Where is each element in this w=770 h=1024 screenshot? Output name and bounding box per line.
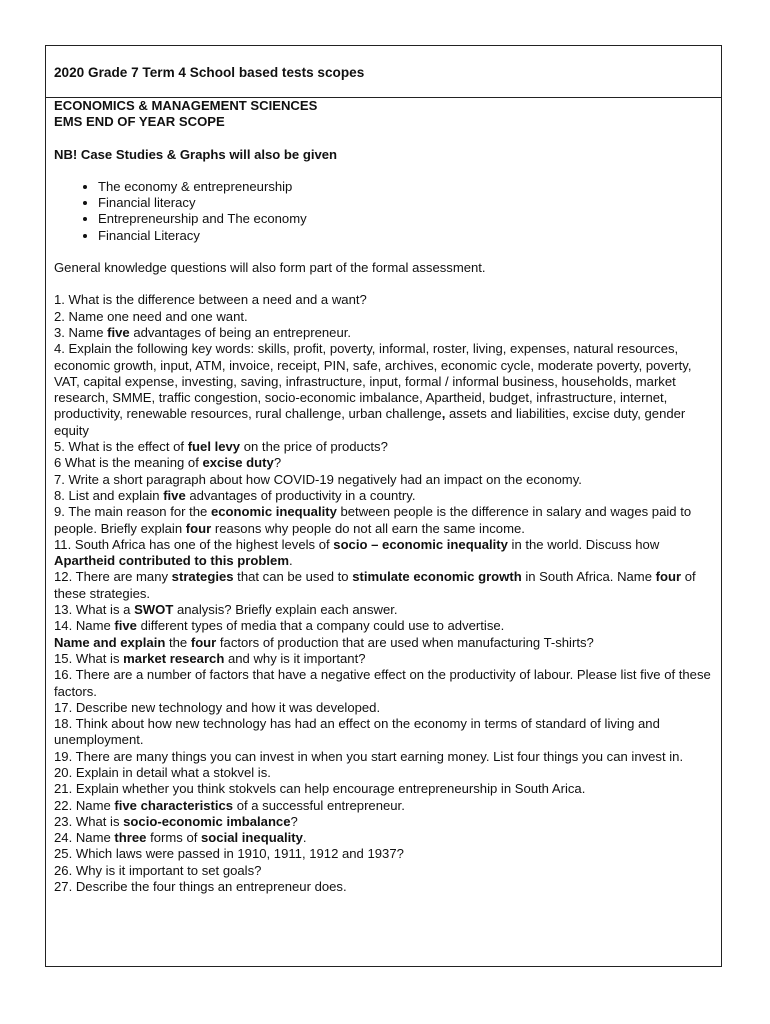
question-item [54, 651, 715, 667]
question-text: the [165, 634, 191, 650]
question-text: 20. Explain in detail what a stokvel is. [54, 764, 271, 780]
question-text: 26. Why is it important to set goals? [54, 862, 262, 878]
question-item [54, 488, 715, 504]
question-text: 6 What is the meaning of [54, 455, 203, 471]
question-text: 22. Name [54, 797, 115, 813]
question-text: 18. Think about how new technology has had an effect on the economy in terms of standard of living and unemployment. [54, 716, 660, 748]
topic-item: • Financial literacy [98, 195, 715, 211]
case-study-note: NB! Case Studies & Graphs will also be given [54, 146, 338, 162]
question-emphasis: economic inequality [210, 504, 337, 520]
question-text: of these strategies. [54, 569, 696, 601]
question-text: 25. Which laws were passed in 1910, 1911, 1912 and 1937? [54, 846, 404, 862]
question-text: reasons why people do not all earn the same income. [211, 520, 525, 536]
question-emphasis: Name and explain [54, 634, 166, 650]
question-emphasis: stimulate economic growth [352, 569, 522, 585]
question-text: . [288, 553, 293, 569]
question-item [54, 863, 715, 879]
question-text: on the price of products? [240, 439, 388, 455]
subject-heading: ECONOMICS & MANAGEMENT SCIENCES [54, 98, 318, 113]
question-text: . [302, 830, 307, 846]
topic-item: • Entrepreneurship and The economy [98, 211, 715, 227]
question-emphasis: socio-economic imbalance [123, 813, 291, 829]
question-emphasis: five [114, 618, 137, 634]
question-emphasis: market research [123, 650, 225, 666]
question-text: 21. Explain whether you think stokvels can help encourage entrepreneurship in South Arica. [54, 781, 586, 797]
question-text: different types of media that a company could use to advertise. [136, 618, 505, 634]
question-text: 1. What is the difference between a need and a want? [54, 292, 367, 308]
question-item [54, 618, 715, 634]
general-knowledge-note: General knowledge questions will also form part of the formal assessment. [54, 260, 486, 276]
question-item [54, 455, 715, 471]
question-item [54, 325, 715, 341]
question-item [54, 781, 715, 797]
question-text: ? [290, 813, 298, 829]
question-emphasis: three [114, 830, 147, 846]
question-emphasis: five [107, 324, 130, 340]
question-emphasis: four [655, 569, 682, 585]
question-item [54, 309, 715, 325]
topic-item: • Financial Literacy [98, 228, 715, 244]
topic-item: • The economy & entrepreneurship [98, 179, 715, 195]
question-text: 2. Name one need and one want. [54, 308, 248, 324]
question-text: 14. Name [54, 618, 115, 634]
question-text: ? [273, 455, 282, 471]
question-item [54, 569, 715, 602]
question-text: 5. What is the effect of [54, 439, 188, 455]
question-text: forms of [146, 830, 202, 846]
question-text: factors of production that are used when manufacturing T-shirts? [216, 634, 594, 650]
question-item [54, 814, 715, 830]
document-body [46, 98, 721, 895]
question-text: of a successful entrepreneur. [233, 797, 405, 813]
question-emphasis: five [163, 487, 186, 503]
question-item [54, 635, 715, 651]
question-text: 12. There are many [54, 569, 172, 585]
question-text: 23. What is [54, 813, 124, 829]
question-item [54, 504, 715, 537]
question-text: 7. Write a short paragraph about how COVID-19 negatively had an impact on the economy. [54, 471, 582, 487]
question-item [54, 439, 715, 455]
question-text: 27. Describe the four things an entrepreneur does. [54, 879, 347, 895]
question-text: in South Africa. Name [521, 569, 656, 585]
question-text: 15. What is [54, 650, 124, 666]
question-emphasis: fuel levy [187, 439, 241, 455]
question-emphasis: , [441, 406, 446, 422]
question-text: 11. South Africa has one of the highest levels of [54, 536, 334, 552]
question-item [54, 700, 715, 716]
topic-list [54, 179, 715, 244]
document-frame [45, 45, 722, 967]
question-emphasis: strategies [171, 569, 234, 585]
question-item [54, 667, 715, 700]
question-emphasis: excise duty [202, 455, 274, 471]
question-text: between people is the difference in salary and wages paid to people. Briefly explain [54, 504, 692, 536]
question-list [54, 292, 715, 895]
question-item [54, 749, 715, 765]
question-item [54, 830, 715, 846]
question-emphasis: socio – economic inequality [333, 536, 508, 552]
question-text: assets and liabilities, excise duty, gender equity [54, 406, 686, 438]
question-text: 4. Explain the following key words: skills, profit, poverty, informal, roster, living, expenses, natural resources, economic growth, input, ATM, invoice, receipt, PIN, safe, archives, economic cycle, moderate poverty, poverty, VAT, capital expense, investing, saving, infrastructure, input, formal / informal business, households, market research, SMME, traffic congestion, socio-economic imbalance, Apartheid, budget, infrastructure, internet, productivity, renewable resources, rural challenge, urban challenge [54, 341, 692, 422]
question-emphasis: Apartheid contributed to this problem [54, 553, 289, 569]
question-text: advantages of being an entrepreneur. [129, 324, 351, 340]
question-text: 17. Describe new technology and how it was developed. [54, 699, 381, 715]
document-title: 2020 Grade 7 Term 4 School based tests scopes [46, 46, 721, 98]
question-item [54, 798, 715, 814]
question-item [54, 537, 715, 570]
question-item [54, 846, 715, 862]
question-emphasis: four [190, 634, 217, 650]
question-text: in the world. Discuss how [507, 536, 660, 552]
question-text: 19. There are many things you can invest in when you start earning money. List four things you can invest in. [54, 748, 684, 764]
question-emphasis: SWOT [134, 602, 174, 618]
question-item [54, 292, 715, 308]
question-text: advantages of productivity in a country. [185, 487, 416, 503]
scope-heading: EMS END OF YEAR SCOPE [54, 114, 225, 130]
question-item [54, 765, 715, 781]
question-emphasis: four [185, 520, 212, 536]
question-text: 9. The main reason for the [54, 504, 211, 520]
question-text: 16. There are a number of factors that have a negative effect on the productivity of labour. Please list five of these factors. [54, 667, 711, 699]
question-text: 8. List and explain [54, 487, 164, 503]
question-text: 3. Name [54, 324, 108, 340]
question-item [54, 472, 715, 488]
question-emphasis: five characteristics [114, 797, 234, 813]
question-text: 13. What is a [54, 602, 135, 618]
question-text: and why is it important? [224, 650, 366, 666]
question-item [54, 341, 715, 439]
question-emphasis: social inequality [201, 830, 303, 846]
question-text: that can be used to [233, 569, 353, 585]
question-item [54, 879, 715, 895]
question-item [54, 602, 715, 618]
question-item [54, 716, 715, 749]
question-text: analysis? Briefly explain each answer. [173, 602, 398, 618]
question-text: 24. Name [54, 830, 115, 846]
